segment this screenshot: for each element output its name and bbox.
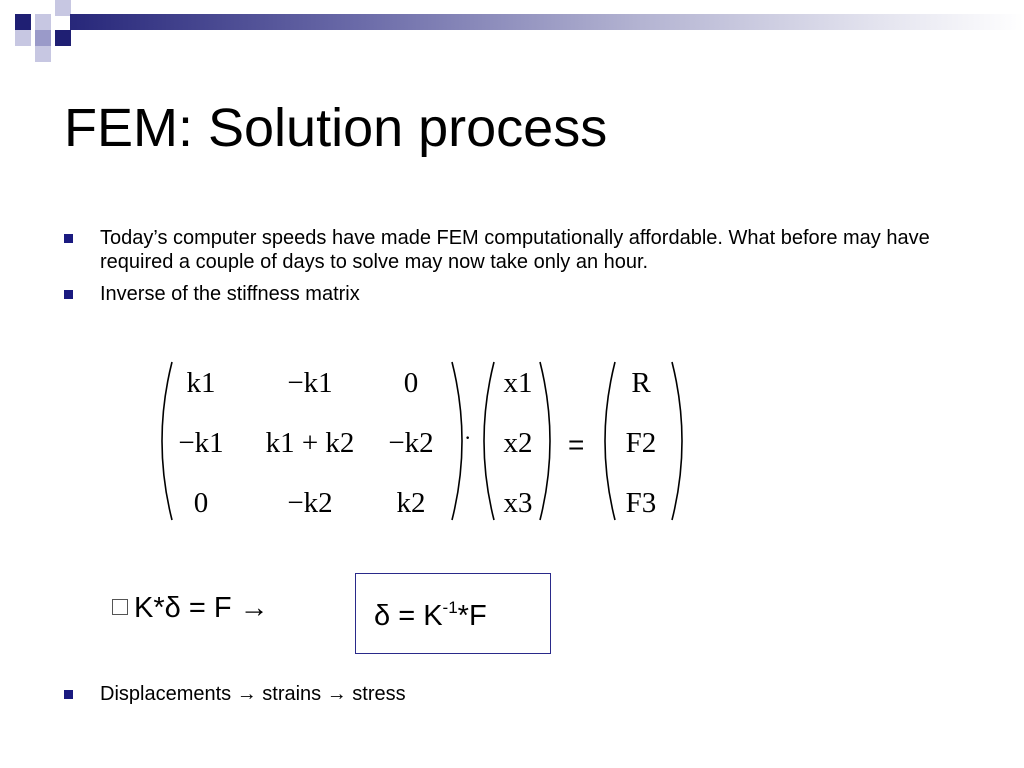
matrix-k-cell: k1 bbox=[186, 367, 216, 399]
slide-title: FEM: Solution process bbox=[64, 98, 608, 158]
vector-x-left-paren bbox=[484, 362, 494, 520]
matrix-k-cell: 0 bbox=[403, 367, 419, 399]
equals-sign: = bbox=[568, 429, 585, 460]
vector-f-cell: R bbox=[631, 367, 651, 399]
multiply-dot: · bbox=[464, 425, 472, 450]
deco-square-6 bbox=[55, 30, 71, 46]
matrix-k-left-paren bbox=[162, 362, 172, 520]
stiffness-matrix-equation bbox=[152, 358, 692, 524]
matrix-k-cell: −k1 bbox=[287, 367, 333, 399]
matrix-k-cell: k1 + k2 bbox=[265, 427, 355, 459]
matrix-k-right-paren bbox=[452, 362, 462, 520]
solution-formula bbox=[374, 590, 487, 634]
matrix-k-cell: −k2 bbox=[287, 487, 333, 519]
solution-tail: *F bbox=[457, 600, 487, 632]
matrix-k-cell: −k2 bbox=[388, 427, 434, 459]
deco-square-4 bbox=[15, 30, 31, 46]
matrix-k-cell: k2 bbox=[396, 487, 426, 519]
header-gradient-band bbox=[70, 14, 1024, 30]
vector-f-cell: F2 bbox=[625, 427, 657, 459]
vector-f-left-paren bbox=[605, 362, 615, 520]
bullet-item-1 bbox=[64, 226, 964, 274]
bullet-text-2: Inverse of the stiffness matrix bbox=[100, 283, 360, 305]
deco-square-5 bbox=[35, 30, 51, 46]
deco-square-7 bbox=[35, 46, 51, 62]
bullet-square-icon bbox=[64, 690, 73, 699]
vector-f-right-paren bbox=[672, 362, 682, 520]
solution-main: δ = K bbox=[374, 600, 443, 632]
bullet-item-3 bbox=[64, 682, 406, 706]
solution-superscript: -1 bbox=[442, 598, 458, 617]
vector-x-right-paren bbox=[540, 362, 550, 520]
matrix-k-cell: 0 bbox=[193, 487, 209, 519]
bullet-square-icon bbox=[64, 234, 73, 243]
deco-square-3 bbox=[55, 0, 71, 16]
matrix-k-cell: −k1 bbox=[178, 427, 224, 459]
bullet-list bbox=[64, 226, 964, 314]
deco-square-2 bbox=[35, 14, 51, 30]
hollow-square-bullet-icon bbox=[112, 599, 128, 615]
bullet-text-3: Displacements → strains → stress bbox=[100, 683, 406, 705]
bullet-square-icon bbox=[64, 290, 73, 299]
vector-f-cell: F3 bbox=[625, 487, 657, 519]
deco-square-1 bbox=[15, 14, 31, 30]
bullet-item-2 bbox=[64, 282, 964, 306]
vector-x-cell: x3 bbox=[503, 487, 533, 519]
bullet-text-1: Today’s computer speeds have made FEM computationally affordable. What before may have required a couple of days to solve may now take only an hour. bbox=[100, 227, 930, 273]
relation-lhs: K*δ = F → bbox=[134, 592, 269, 624]
relation-line bbox=[112, 590, 269, 626]
solution-box bbox=[355, 573, 551, 654]
vector-x-cell: x2 bbox=[503, 427, 533, 459]
vector-x-cell: x1 bbox=[503, 367, 533, 399]
